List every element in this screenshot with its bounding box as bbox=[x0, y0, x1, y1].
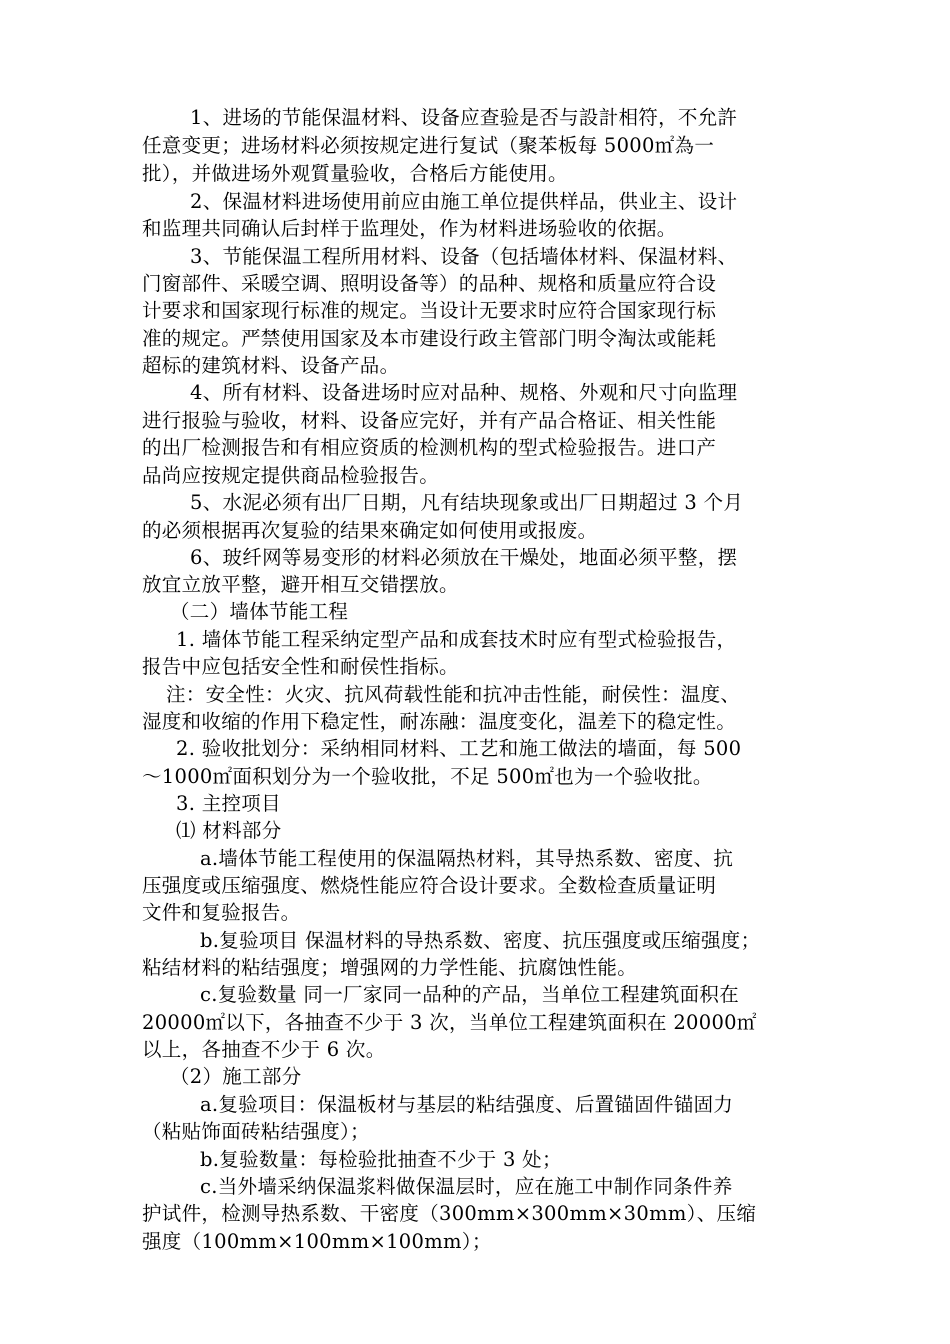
text-line: 进行报验与验收，材料、设备应完好，并有产品合格证、相关性能 bbox=[142, 409, 717, 432]
text-line: 1. 墙体节能工程采纳定型产品和成套技术时应有型式检验报告， bbox=[176, 628, 737, 651]
text-line: 5、水泥必须有出厂日期，凡有结块现象或出厂日期超过 3 个月 bbox=[190, 491, 744, 514]
text-line: 任意变更；进场材料必须按规定进行复试（聚苯板每 5000㎡為一 bbox=[142, 134, 715, 157]
text-line: 报告中应包括安全性和耐侯性指标。 bbox=[142, 655, 459, 678]
text-line: （二）墙体节能工程 bbox=[170, 600, 349, 623]
text-line: 放宜立放平整，避开相互交错摆放。 bbox=[142, 573, 459, 596]
text-line: 2. 验收批划分：采纳相同材料、工艺和施工做法的墙面，每 500 bbox=[176, 737, 742, 760]
text-line: 以上，各抽查不少于 6 次。 bbox=[142, 1038, 386, 1061]
text-line: 20000㎡以下，各抽查不少于 3 次，当单位工程建筑面积在 20000㎡ bbox=[142, 1011, 757, 1034]
text-line: 2、保温材料进场使用前应由施工单位提供样品，供业主、设计 bbox=[190, 190, 738, 213]
text-line: （粘贴饰面砖粘结强度）； bbox=[142, 1120, 370, 1143]
text-line: a.复验项目：保温板材与基层的粘结强度、后置锚固件锚固力 bbox=[200, 1093, 734, 1116]
text-line: 注：安全性：火灾、抗风荷载性能和抗冲击性能，耐侯性：温度、 bbox=[166, 683, 741, 706]
text-line: ⑴ 材料部分 bbox=[176, 819, 282, 842]
text-line: 批），并做进场外观質量验收，合格后方能使用。 bbox=[142, 162, 568, 185]
text-line: 的出厂检测报告和有相应资质的检测机构的型式检验报告。进口产 bbox=[142, 436, 717, 459]
text-line: 品尚应按规定提供商品检验报告。 bbox=[142, 464, 440, 487]
text-line: c.复验数量 同一厂家同一品种的产品，当单位工程建筑面积在 bbox=[200, 983, 740, 1006]
text-line: （2）施工部分 bbox=[170, 1065, 302, 1088]
text-line: b.复验项目 保温材料的导热系数、密度、抗压强度或压缩强度； bbox=[200, 929, 761, 952]
text-line: 门窗部件、采暖空调、照明设备等）的品种、规格和质量应符合设 bbox=[142, 272, 717, 295]
text-line: c.当外墙采纳保温浆料做保温层时，应在施工中制作同条件养 bbox=[200, 1175, 733, 1198]
text-line: 的必须根据再次复验的结果來确定如何使用或报废。 bbox=[142, 519, 598, 542]
text-line: 3、节能保温工程所用材料、设备（包括墙体材料、保温材料、 bbox=[190, 245, 738, 268]
text-line: 4、所有材料、设备进场时应对品种、规格、外观和尺寸向监理 bbox=[190, 381, 738, 404]
text-line: 准的规定。严禁使用国家及本市建设行政主管部门明令淘汰或能耗 bbox=[142, 327, 717, 350]
text-line: 强度（100mm×100mm×100mm）； bbox=[142, 1230, 492, 1253]
text-line: a.墙体节能工程使用的保温隔热材料，其导热系数、密度、抗 bbox=[200, 847, 734, 870]
text-line: 粘结材料的粘结强度；增强网的力学性能、抗腐蚀性能。 bbox=[142, 956, 638, 979]
text-line: 1、进场的节能保温材料、设备应查验是否与設計相符，不允許 bbox=[190, 106, 738, 129]
text-line: 文件和复验报告。 bbox=[142, 901, 301, 924]
text-line: 和监理共同确认后封样于监理处，作为材料进场验收的依据。 bbox=[142, 217, 677, 240]
text-line: 压强度或压缩强度、燃烧性能应符合设计要求。全数检查质量证明 bbox=[142, 874, 717, 897]
text-line: b.复验数量：每检验批抽查不少于 3 处； bbox=[200, 1148, 562, 1171]
text-line: 护试件，检测导热系数、干密度（300mm×300mm×30mm）、压缩 bbox=[142, 1202, 757, 1225]
text-line: 计要求和国家现行标准的规定。当设计无要求时应符合国家现行标 bbox=[142, 299, 717, 322]
text-line: 6、玻纤网等易变形的材料必须放在干燥处，地面必须平整，摆 bbox=[190, 546, 738, 569]
text-line: ～1000㎡面积划分为一个验收批，不足 500㎡也为一个验收批。 bbox=[142, 765, 713, 788]
text-line: 湿度和收缩的作用下稳定性，耐冻融：温度变化，温差下的稳定性。 bbox=[142, 710, 737, 733]
text-line: 3. 主控项目 bbox=[176, 792, 281, 815]
text-line: 超标的建筑材料、设备产品。 bbox=[142, 354, 400, 377]
